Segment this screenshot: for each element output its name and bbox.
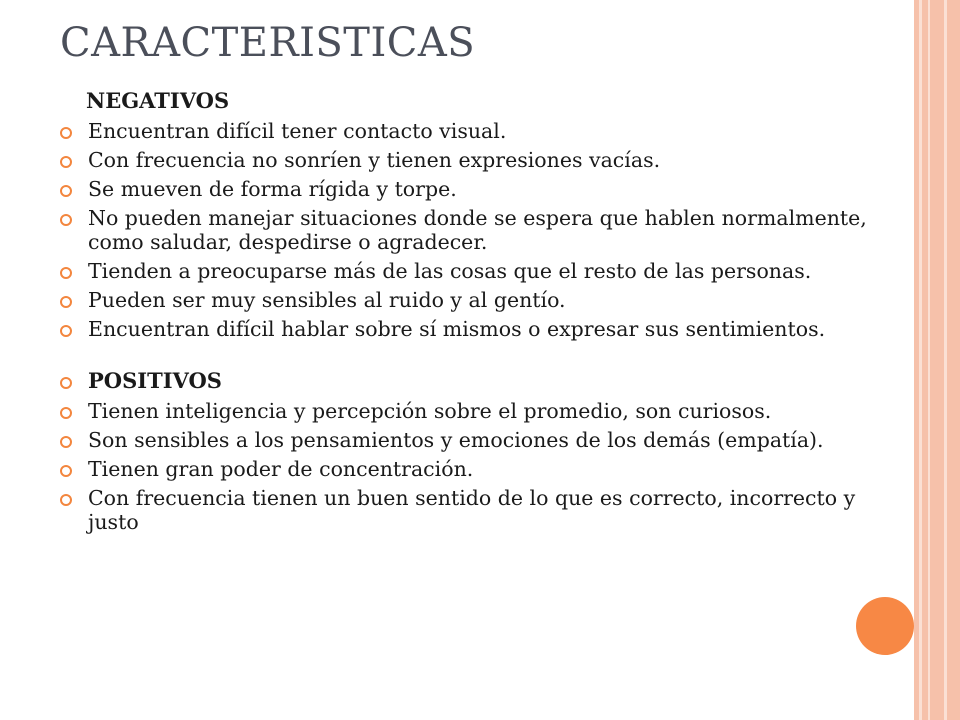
side-decoration-line — [928, 0, 930, 720]
bullet-icon — [60, 465, 72, 477]
list-item: Con frecuencia tienen un buen sentido de lo que es correcto, incorrecto y justo — [60, 486, 890, 534]
side-decoration-line — [919, 0, 922, 720]
bullet-icon — [60, 494, 72, 506]
accent-circle — [856, 597, 914, 655]
list-item: Tienen gran poder de concentración. — [60, 457, 890, 481]
list-item: Encuentran difícil tener contacto visual. — [60, 119, 890, 143]
bullet-icon — [60, 214, 72, 226]
list-item: Tienden a preocuparse más de las cosas que el resto de las personas. — [60, 259, 890, 283]
bullet-icon — [60, 436, 72, 448]
bullet-icon — [60, 407, 72, 419]
list-item: Pueden ser muy sensibles al ruido y al gentío. — [60, 288, 890, 312]
bullet-icon — [60, 377, 72, 389]
bullet-icon — [60, 185, 72, 197]
positivos-heading: POSITIVOS — [60, 369, 890, 393]
list-item: Tienen inteligencia y percepción sobre el promedio, son curiosos. — [60, 399, 890, 423]
list-item: Son sensibles a los pensamientos y emociones de los demás (empatía). — [60, 428, 890, 452]
bullet-icon — [60, 296, 72, 308]
list-item: Encuentran difícil hablar sobre sí mismos o expresar sus sentimientos. — [60, 317, 890, 341]
bullet-icon — [60, 267, 72, 279]
bullet-icon — [60, 156, 72, 168]
bullet-icon — [60, 127, 72, 139]
bullet-icon — [60, 325, 72, 337]
list-item: No pueden manejar situaciones donde se espera que hablen normalmente, como saludar, despedirse o agradecer. — [60, 206, 890, 254]
list-item: Con frecuencia no sonríen y tienen expresiones vacías. — [60, 148, 890, 172]
slide-title: CARACTERISTICAS — [60, 20, 476, 66]
slide-content — [60, 88, 890, 539]
negativos-heading: NEGATIVOS — [86, 88, 230, 113]
list-item: Se mueven de forma rígida y torpe. — [60, 177, 890, 201]
side-decoration-line — [944, 0, 947, 720]
